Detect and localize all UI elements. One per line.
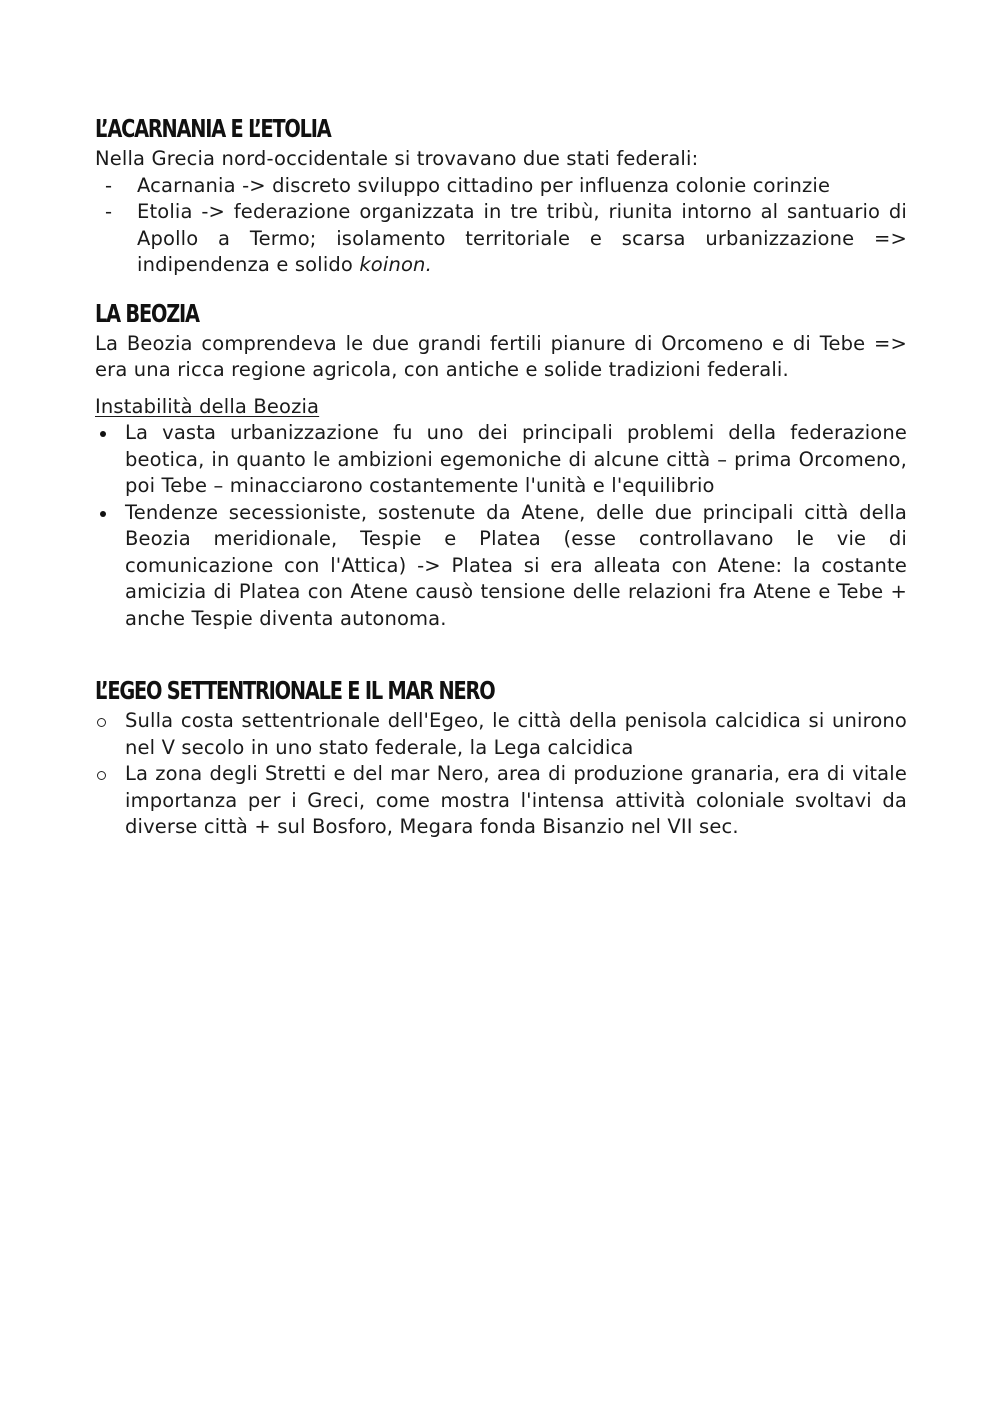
list-item-text: Acarnania -> discreto sviluppo cittadino per influenza colonie corinzie <box>137 173 831 197</box>
list-item: Sulla costa settentrionale dell'Egeo, le città della penisola calcidica si unirono nel V secolo in uno stato federale, la Lega calcidica <box>95 708 907 761</box>
section-intro: Nella Grecia nord-occidentale si trovavano due stati federali: <box>95 147 699 170</box>
list-item-text: Etolia -> federazione organizzata in tre tribù, riunita intorno al santuario di Apollo a Termo; isolamento territoriale e scarsa urbanizzazione => indipendenza e solido <box>137 200 907 276</box>
list-item <box>95 173 907 200</box>
circle-bullet-list <box>95 708 907 841</box>
subheading: Instabilità della Beozia <box>95 394 320 418</box>
italic-term: koinon <box>359 253 426 276</box>
dash-list <box>95 173 907 279</box>
list-item: La zona degli Stretti e del mar Nero, area di produzione granaria, era di vitale importanza per i Greci, come mostra l'intensa attività coloniale svoltavi da diverse città + sul Bosforo, Megara fonda Bisanzio nel VII sec. <box>95 761 907 841</box>
list-item <box>95 199 907 279</box>
italic-period: . <box>425 253 432 276</box>
section-title: LA BEOZIA <box>95 298 199 328</box>
document-page <box>95 112 907 841</box>
list-item: Tendenze secessioniste, sostenute da Atene, delle due principali città della Beozia meridionale, Tespie e Platea (esse controllavano le vie di comunicazione con l'Attica) -> Platea si era alleata con Atene: la costante amicizia di Platea con Atene causò tensione delle relazioni fra Atene e Tebe + anche Tespie diventa autonoma. <box>95 500 907 633</box>
section-title: L’ACARNANIA E L’ETOLIA <box>95 114 331 143</box>
section-acarnania-etolia <box>95 112 907 279</box>
section-beozia <box>95 297 907 633</box>
bullet-list <box>95 420 907 632</box>
list-item: La vasta urbanizzazione fu uno dei principali problemi della federazione beotica, in quanto le ambizioni egemoniche di alcune città – prima Orcomeno, poi Tebe – minacciarono costantemente l'unità e l'equilibrio <box>95 420 907 500</box>
section-egeo-mar-nero <box>95 674 907 841</box>
section-title: L’EGEO SETTENTRIONALE E IL MAR NERO <box>95 676 495 705</box>
section-intro: La Beozia comprendeva le due grandi fertili pianure di Orcomeno e di Tebe => era una ricca regione agricola, con antiche e solide tradizioni federali. <box>95 331 907 381</box>
